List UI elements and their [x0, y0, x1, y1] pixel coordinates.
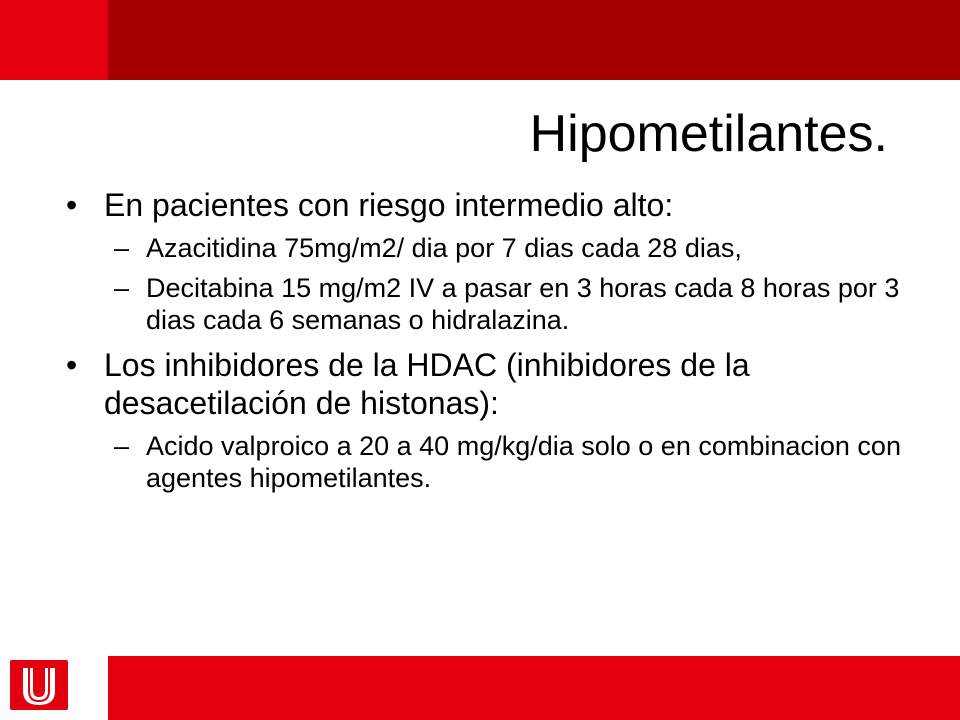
slide-body — [66, 186, 906, 494]
bullet-item — [66, 346, 906, 422]
footer-band — [108, 656, 960, 720]
sub-bullet-text: Acido valproico a 20 a 40 mg/kg/dia solo o en combinacion con agentes hipometilantes. — [146, 431, 901, 493]
dash-marker: – — [114, 233, 130, 263]
sub-bullet-item — [66, 232, 906, 264]
dash-marker: – — [114, 431, 130, 461]
bullet-marker: • — [66, 187, 78, 223]
bullet-text: En pacientes con riesgo intermedio alto: — [104, 187, 674, 223]
sub-bullet-item — [66, 430, 906, 494]
university-u-logo-icon — [10, 660, 68, 710]
slide-title: Hipometilantes. — [529, 105, 888, 163]
sub-bullet-text: Azacitidina 75mg/m2/ dia por 7 dias cada 28 dias, — [146, 233, 742, 263]
bullet-text: Los inhibidores de la HDAC (inhibidores de la desacetilación de histonas): — [104, 347, 750, 421]
sub-bullet-text: Decitabina 15 mg/m2 IV a pasar en 3 horas cada 8 horas por 3 dias cada 6 semanas o hidralazina. — [146, 273, 900, 335]
bullet-marker: • — [66, 347, 78, 383]
header-band-right — [108, 0, 960, 80]
header-band-left — [0, 0, 108, 80]
bullet-item — [66, 186, 906, 224]
dash-marker: – — [114, 273, 130, 303]
sub-bullet-item — [66, 272, 906, 336]
